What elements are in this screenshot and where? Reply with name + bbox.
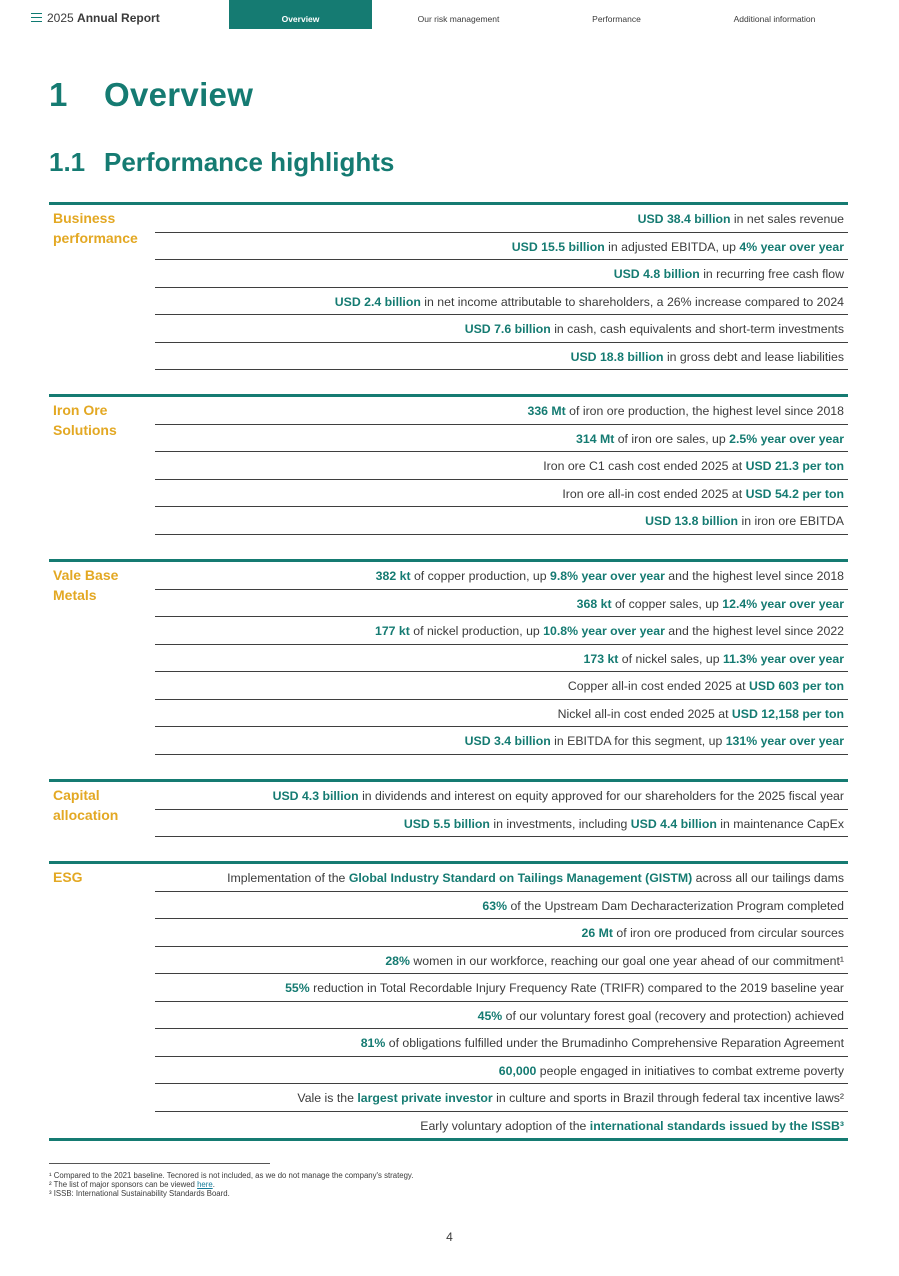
highlight-text: and the highest level since 2018 <box>664 569 844 583</box>
highlight-rows <box>155 562 848 755</box>
highlight-row <box>155 562 848 590</box>
highlights-capital-allocation <box>49 779 848 837</box>
hamburger-menu-icon[interactable] <box>31 13 42 22</box>
highlight-text: Iron ore C1 cash cost ended 2025 at <box>543 459 746 473</box>
highlight-figure: 28% <box>385 953 410 968</box>
report-brand[interactable] <box>47 11 160 25</box>
highlight-figure: largest private investor <box>357 1091 493 1105</box>
highlights-esg <box>49 861 848 1141</box>
footnote-3: ³ ISSB: International Sustainability Standards Board. <box>49 1189 230 1198</box>
highlight-text: across all our tailings dams <box>692 871 844 885</box>
highlight-row <box>155 205 848 233</box>
highlight-row <box>155 507 848 535</box>
top-navigation-bar <box>0 0 899 30</box>
highlight-figure: 26 Mt <box>581 926 613 940</box>
tab-overview[interactable]: Overview <box>229 0 372 29</box>
category-label: ESG <box>53 869 83 885</box>
highlight-text: Nickel all-in cost ended 2025 at <box>557 706 732 721</box>
highlight-rows <box>155 397 848 535</box>
highlight-row <box>155 480 848 508</box>
highlight-row <box>155 974 848 1002</box>
highlight-row <box>155 919 848 947</box>
highlight-figure: 336 Mt <box>527 404 566 418</box>
highlight-text: people engaged in initiatives to combat extreme poverty <box>536 1063 844 1078</box>
highlight-row <box>155 892 848 920</box>
highlight-row <box>155 452 848 480</box>
highlight-figure: USD 15.5 billion <box>511 239 605 254</box>
highlight-figure: 81% <box>360 1036 386 1050</box>
tab-risk-management[interactable]: Our risk management <box>417 14 500 24</box>
brand-year: 2025 <box>47 11 74 25</box>
highlight-figure: USD 54.2 per ton <box>745 486 844 501</box>
highlight-text: of iron ore sales, up <box>614 431 730 446</box>
highlight-figure: USD 38.4 billion <box>637 212 731 226</box>
section-number: 1.1 <box>49 147 86 177</box>
highlight-row <box>155 1002 848 1030</box>
highlight-figure: 11.3% year over year <box>722 651 844 666</box>
highlight-figure: 12.4% year over year <box>722 596 844 611</box>
highlight-row <box>155 1112 848 1139</box>
highlight-text: of iron ore produced from circular sources <box>612 926 844 940</box>
highlight-figure: USD 4.8 billion <box>613 267 700 281</box>
highlight-figure: 131% year over year <box>725 734 844 748</box>
highlight-figure: 368 kt <box>576 596 612 611</box>
highlight-text: of our voluntary forest goal (recovery and protection) achieved <box>502 1008 844 1023</box>
highlight-figure: 9.8% year over year <box>550 569 665 583</box>
highlight-row <box>155 1057 848 1085</box>
highlight-rows <box>155 205 848 370</box>
tab-additional-information[interactable]: Additional information <box>733 14 816 24</box>
footnote-divider <box>49 1163 270 1164</box>
highlight-row <box>155 947 848 975</box>
highlight-figure: USD 7.6 billion <box>464 322 551 336</box>
highlight-figure: international standards issued by the ISSB³ <box>589 1118 844 1133</box>
highlight-row <box>155 288 848 316</box>
highlight-text: in cash, cash equivalents and short-term investments <box>550 322 844 336</box>
footnote-2-end: . <box>212 1180 215 1189</box>
highlight-text: in net income attributable to shareholders, a 26% increase compared to 2024 <box>420 294 844 309</box>
highlight-text: and the highest level since 2022 <box>664 624 844 638</box>
chapter-title-text: Overview <box>104 76 254 113</box>
highlight-figure: 173 kt <box>583 651 619 666</box>
highlight-text: of the Upstream Dam Decharacterization Program completed <box>507 898 844 913</box>
page-number: 4 <box>446 1230 453 1244</box>
highlight-text: in net sales revenue <box>730 212 844 226</box>
highlight-text: in recurring free cash flow <box>699 267 844 281</box>
tab-performance[interactable]: Performance <box>592 14 641 24</box>
highlight-text: women in our workforce, reaching our goal one year ahead of our commitment¹ <box>409 953 844 968</box>
highlight-text: in gross debt and lease liabilities <box>663 349 844 364</box>
footnote-2-text: ² The list of major sponsors can be viewed <box>49 1180 198 1189</box>
highlight-figure: 55% <box>285 981 310 995</box>
category-label: Capital allocation <box>53 787 119 823</box>
highlight-figure: 60,000 <box>498 1063 537 1078</box>
highlight-text: Early voluntary adoption of the <box>420 1118 590 1133</box>
highlight-text: Implementation of the <box>227 871 349 885</box>
highlight-text: Iron ore all-in cost ended 2025 at <box>562 486 746 501</box>
highlight-row <box>155 590 848 618</box>
highlight-figure: USD 603 per ton <box>749 679 844 693</box>
highlight-text: in adjusted EBITDA, up <box>604 239 740 254</box>
highlights-vale-base-metals <box>49 559 848 755</box>
highlight-figure: USD 4.3 billion <box>272 789 359 803</box>
highlight-row <box>155 727 848 755</box>
highlight-figure: USD 5.5 billion <box>403 816 490 831</box>
highlight-text: in dividends and interest on equity approved for our shareholders for the 2025 fiscal year <box>358 789 844 803</box>
highlight-figure: USD 18.8 billion <box>570 349 664 364</box>
highlight-row <box>155 700 848 728</box>
highlight-figure: USD 4.4 billion <box>630 816 717 831</box>
highlight-figure: USD 13.8 billion <box>645 514 739 528</box>
highlight-text: of iron ore production, the highest level since 2018 <box>565 404 844 418</box>
highlight-text: in culture and sports in Brazil through federal tax incentive laws² <box>492 1091 844 1105</box>
highlight-text: in investments, including <box>489 816 631 831</box>
highlight-text: of obligations fulfilled under the Brumadinho Comprehensive Reparation Agreement <box>385 1036 844 1050</box>
highlight-row <box>155 1084 848 1112</box>
highlights-iron-ore-solutions <box>49 394 848 535</box>
sponsors-link[interactable]: here <box>197 1180 213 1189</box>
highlight-row <box>155 672 848 700</box>
chapter-title <box>49 76 253 114</box>
footnote-2 <box>49 1180 413 1189</box>
highlight-row <box>155 864 848 892</box>
highlight-rows <box>155 782 848 837</box>
highlight-text: Copper all-in cost ended 2025 at <box>567 679 750 693</box>
category-label: Vale Base Metals <box>53 567 119 603</box>
highlight-row <box>155 810 848 838</box>
category-label: Iron Ore Solutions <box>53 402 117 438</box>
highlight-text: of nickel sales, up <box>618 651 723 666</box>
highlight-row <box>155 782 848 810</box>
highlight-row <box>155 315 848 343</box>
highlight-row <box>155 343 848 371</box>
chapter-number: 1 <box>49 76 68 113</box>
highlight-text: of copper sales, up <box>611 596 723 611</box>
highlight-text: in maintenance CapEx <box>716 816 844 831</box>
highlight-row <box>155 233 848 261</box>
highlight-figure: USD 3.4 billion <box>464 734 551 748</box>
highlight-figure: 63% <box>482 898 508 913</box>
highlight-text: in iron ore EBITDA <box>738 514 844 528</box>
highlight-figure: 382 kt <box>375 569 411 583</box>
footnotes <box>49 1171 413 1198</box>
highlight-figure: 4% year over year <box>739 239 844 254</box>
category-label: Business performance <box>53 210 138 246</box>
highlight-row <box>155 397 848 425</box>
highlight-text: Vale is the <box>297 1091 358 1105</box>
highlight-figure: 314 Mt <box>576 431 615 446</box>
highlight-rows <box>155 864 848 1138</box>
highlight-row <box>155 617 848 645</box>
brand-title: Annual Report <box>77 11 160 25</box>
section-title-text: Performance highlights <box>104 147 395 177</box>
footnote-1: ¹ Compared to the 2021 baseline. Tecnored is not included, as we do not manage the company's strategy. <box>49 1171 414 1180</box>
highlight-text: of nickel production, up <box>409 624 544 638</box>
highlight-figure: USD 2.4 billion <box>334 294 421 309</box>
section-title <box>49 147 394 178</box>
highlight-figure: USD 12,158 per ton <box>731 706 844 721</box>
highlight-row <box>155 1029 848 1057</box>
highlight-row <box>155 260 848 288</box>
highlight-figure: 177 kt <box>375 624 410 638</box>
highlight-figure: USD 21.3 per ton <box>745 459 844 473</box>
highlight-figure: 2.5% year over year <box>729 431 844 446</box>
highlights-business-performance <box>49 202 848 370</box>
highlight-figure: 10.8% year over year <box>543 624 665 638</box>
highlight-text: of copper production, up <box>410 569 551 583</box>
highlight-row <box>155 425 848 453</box>
highlight-text: in EBITDA for this segment, up <box>550 734 726 748</box>
highlight-row <box>155 645 848 673</box>
highlight-figure: Global Industry Standard on Tailings Management (GISTM) <box>348 871 693 885</box>
highlight-text: reduction in Total Recordable Injury Frequency Rate (TRIFR) compared to the 2019 baseline year <box>309 981 844 995</box>
highlight-figure: 45% <box>477 1008 503 1023</box>
